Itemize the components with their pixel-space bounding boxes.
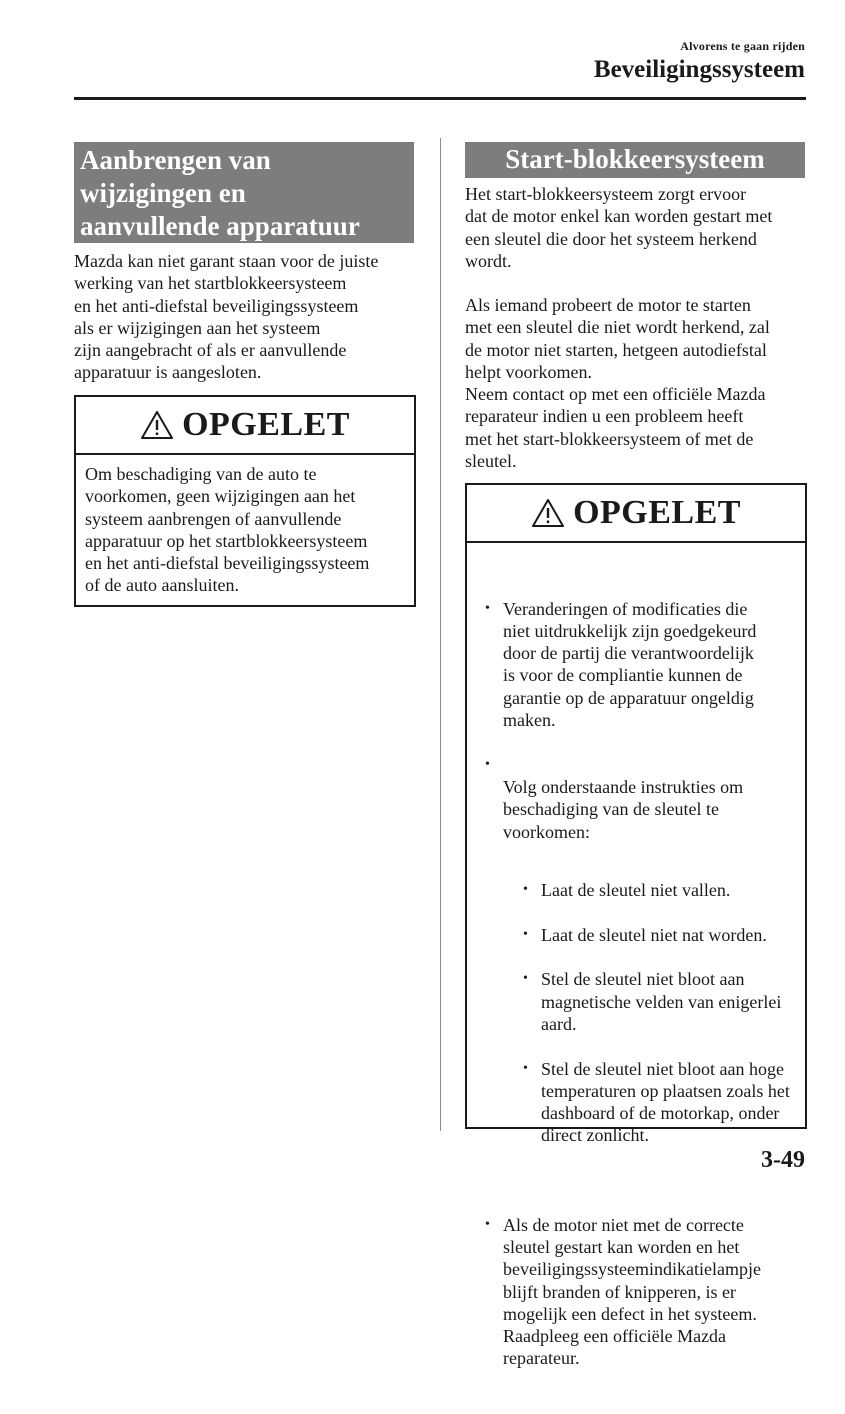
caution-box-left: [74, 395, 416, 607]
sub-list-item: [521, 968, 797, 1035]
section-heading: Beveiligingssysteem: [593, 56, 805, 83]
immobilizer-paragraph-1: Het start-blokkeersysteem zorgt ervoor dat de motor enkel kan worden gestart met een sleutel die door het systeem herkend wordt.: [465, 184, 773, 271]
bullet: •: [523, 926, 528, 942]
list-item: [483, 1214, 797, 1370]
caution-sub-list: [521, 857, 797, 1169]
warning-triangle-icon: [531, 498, 565, 528]
sub-list-item: [521, 879, 797, 901]
caution-title: OPGELET: [182, 406, 350, 443]
header-rule: [74, 97, 806, 100]
list-item: [483, 754, 797, 1192]
caution-title: OPGELET: [573, 494, 741, 531]
sub-list-item: [521, 924, 797, 946]
modifications-paragraph: Mazda kan niet garant staan voor de juiste werking van het startblokkeersysteem en het anti-diefstal beveiligingssysteem als er wijzigingen aan het systeem zijn aangebracht of als er aanvullende apparatuur is aangesloten.: [74, 251, 379, 383]
bullet: •: [485, 1216, 490, 1232]
bullet: •: [523, 1060, 528, 1076]
caution-list-body: [467, 543, 805, 1414]
list-item-text: Volg onderstaande instrukties om beschadiging van de sleutel te voorkomen:: [503, 776, 744, 842]
list-item: [483, 598, 797, 732]
bullet: •: [485, 756, 490, 772]
immobilizer-paragraph-2: Als iemand probeert de motor te starten met een sleutel die niet wordt herkend, zal de motor niet starten, hetgeen autodiefstal helpt voorkomen. Neem contact op met een officiële Mazda reparateur indien u een probleem heeft met het start-blokkeersysteem of met de sleutel.: [465, 295, 770, 472]
page-number: 3-49: [761, 1147, 805, 1173]
bullet: •: [523, 882, 528, 898]
sub-list-item-text: Laat de sleutel niet vallen.: [541, 880, 731, 901]
list-item-text: Veranderingen of modificaties die niet uitdrukkelijk zijn goedgekeurd door de partij die verantwoordelijk is voor de compliantie kunnen de garantie op de apparatuur ongeldig maken.: [503, 598, 757, 731]
chapter-heading: Alvorens te gaan rijden: [680, 39, 805, 53]
sub-list-item-text: Stel de sleutel niet bloot aan hoge temperaturen op plaatsen zoals het dashboard of de motorkap, onder direct zonlicht.: [541, 1058, 790, 1146]
sub-list-item-text: Stel de sleutel niet bloot aan magnetische velden van enigerlei aard.: [541, 969, 782, 1034]
bullet: •: [485, 600, 490, 616]
list-item-content: [503, 754, 797, 1192]
caution-header: [467, 485, 805, 543]
caution-text: Om beschadiging van de auto te voorkomen, geen wijzigingen aan het systeem aanbrengen of aanvullende apparatuur op het startblokkeersysteem en het anti-diefstal beveiligingssysteem of de auto aansluiten.: [85, 464, 370, 596]
caution-header: [76, 397, 414, 455]
immobilizer-banner: Start-blokkeersysteem: [465, 142, 805, 178]
sub-list-item: [521, 1058, 797, 1147]
warning-triangle-icon: [140, 410, 174, 440]
column-divider: [440, 138, 441, 1131]
modifications-banner: Aanbrengen van wijzigingen en aanvullende apparatuur: [74, 142, 414, 243]
caution-bullet-list: [483, 575, 797, 1392]
sub-list-item-text: Laat de sleutel niet nat worden.: [541, 924, 767, 945]
list-item-text: Als de motor niet met de correcte sleutel gestart kan worden en het beveiligingssysteemindikatielampje blijft branden of knipperen, is er mogelijk een defect in het systeem. Raadpleeg een officiële Mazda reparateur.: [503, 1214, 761, 1369]
bullet: •: [523, 971, 528, 987]
